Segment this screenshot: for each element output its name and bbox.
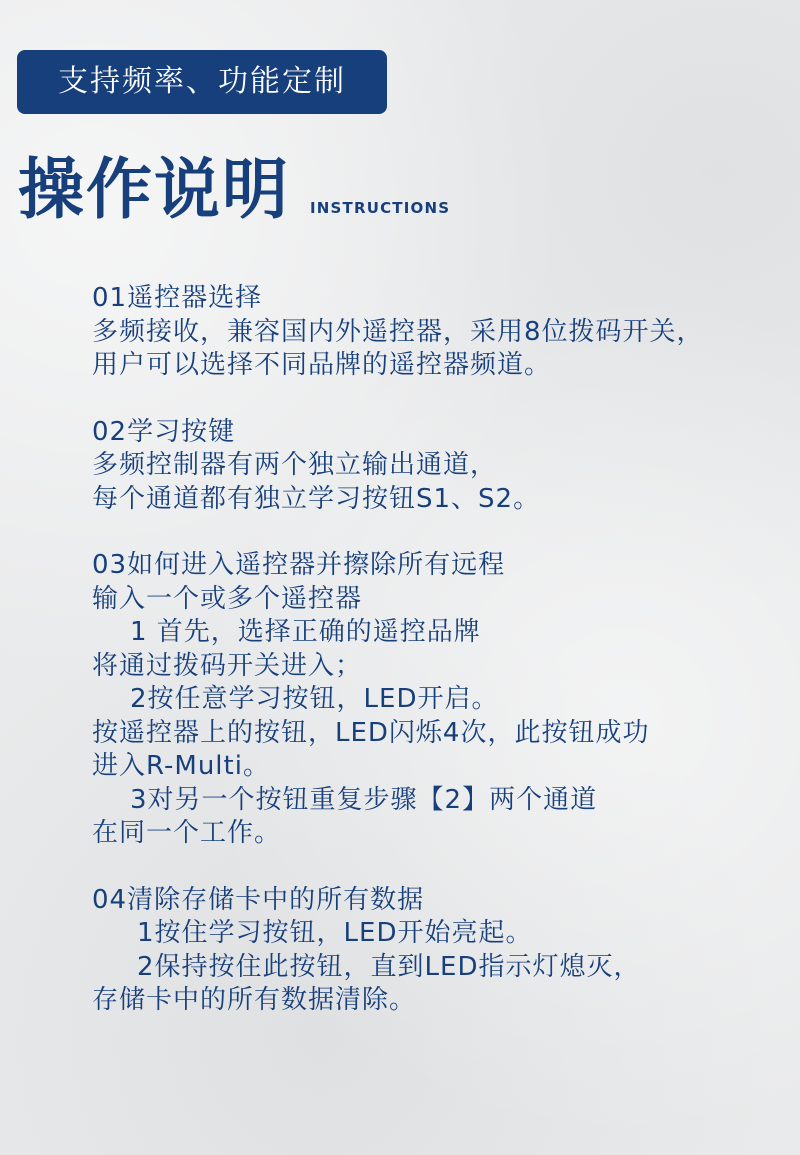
section-text: 每个通道都有独立学习按钮S1、S2。 bbox=[92, 483, 541, 514]
section-title: 03如何进入遥控器并擦除所有远程 bbox=[92, 550, 506, 580]
section-enter-remote bbox=[92, 549, 792, 851]
section-text: 存储卡中的所有数据清除。 bbox=[92, 985, 417, 1015]
step-text: 2按任意学习按钮，LED开启。 bbox=[130, 684, 499, 714]
step-text: 3对另一个按钮重复步骤【2】两个通道 bbox=[130, 784, 598, 815]
section-text: 多频控制器有两个独立输出通道， bbox=[92, 450, 498, 480]
section-text: 进入R-Multi。 bbox=[92, 751, 270, 781]
page-title: 操作说明 bbox=[18, 151, 290, 228]
section-title: 01遥控器选择 bbox=[92, 283, 263, 313]
section-learn-button bbox=[92, 416, 792, 517]
section-clear-memory bbox=[92, 884, 792, 1018]
step-text: 1按住学习按钮，LED开始亮起。 bbox=[137, 918, 533, 948]
section-title: 02学习按键 bbox=[92, 416, 236, 447]
section-text: 在同一个工作。 bbox=[92, 818, 282, 848]
instructions-content bbox=[92, 282, 792, 1051]
section-remote-selection bbox=[92, 282, 792, 383]
step-text: 1 首先，选择正确的遥控品牌 bbox=[130, 617, 481, 647]
page-subtitle: INSTRUCTIONS bbox=[310, 199, 451, 217]
section-text: 按遥控器上的按钮，LED闪烁4次，此按钮成功 bbox=[92, 717, 650, 748]
step-text: 2保持按住此按钮，直到LED指示灯熄灭， bbox=[137, 951, 641, 982]
section-text: 多频接收，兼容国内外遥控器，采用8位拨码开关， bbox=[92, 316, 704, 347]
heading-row bbox=[18, 142, 450, 232]
section-title: 04清除存储卡中的所有数据 bbox=[92, 884, 425, 915]
section-text: 将通过拨码开关进入； bbox=[92, 650, 363, 681]
feature-tag: 支持频率、功能定制 bbox=[17, 50, 387, 114]
section-text: 输入一个或多个遥控器 bbox=[92, 583, 363, 614]
section-text: 用户可以选择不同品牌的遥控器频道。 bbox=[92, 350, 552, 380]
